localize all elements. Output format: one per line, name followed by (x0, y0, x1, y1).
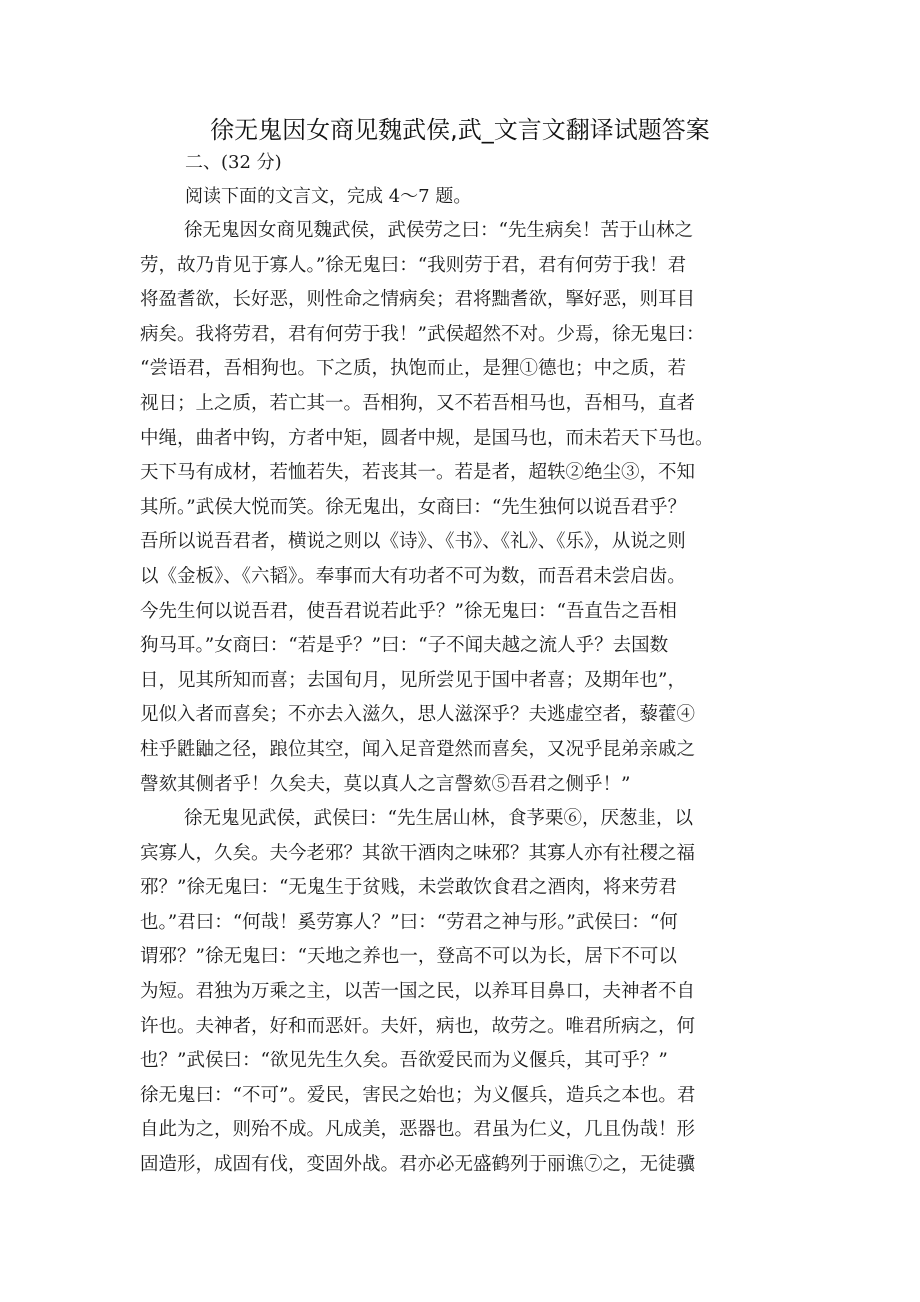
passage-line: 视日；上之质，若亡其一。吾相狗，又不若吾相马也，吾相马，直者 (140, 392, 696, 414)
passage-line: 劳，故乃肯见于寡人。”徐无鬼曰：“我则劳于君，君有何劳于我！君 (140, 254, 687, 276)
passage-line: 吾所以说吾君者，横说之则以《诗》、《书》、《礼》、《乐》，从说之则 (140, 531, 686, 553)
passage-line: 自此为之，则殆不成。凡成美，恶器也。君虽为仁义，几且伪哉！形 (140, 1119, 696, 1141)
passage-line: 邪？”徐无鬼曰：“无鬼生于贫贱，未尝敢饮食君之酒肉，将来劳君 (140, 877, 677, 899)
passage-line: 謦欬其侧者乎！久矣夫，莫以真人之言謦欬⑤吾君之侧乎！” (140, 773, 631, 795)
passage-line: 其所。”武侯大悦而笑。徐无鬼出，女商曰：“先生独何以说吾君乎？ (140, 496, 687, 518)
passage-line: 狗马耳。”女商曰：“若是乎？”曰：“子不闻夫越之流人乎？去国数 (140, 635, 669, 657)
passage-line: 也。”君曰：“何哉！奚劳寡人？”曰：“劳君之神与形。”武侯曰：“何 (140, 911, 678, 933)
passage-line: 为短。君独为万乘之主，以苦一国之民，以养耳目鼻口，夫神者不自 (140, 981, 696, 1003)
passage-line: 病矣。我将劳君，君有何劳于我！”武侯超然不对。少焉，徐无鬼曰： (140, 323, 705, 345)
passage-line: 宾寡人，久矣。夫今老邪？其欲干酒肉之味邪？其寡人亦有社稷之福 (140, 842, 696, 864)
passage-line: 以《金板》、《六韬》。奉事而大有功者不可为数，而吾君未尝启齿。 (140, 565, 686, 587)
passage-line: 柱乎鼪鼬之径，踉位其空，闻入足音跫然而喜矣，又况乎昆弟亲戚之 (140, 738, 696, 760)
passage-line: 徐无鬼见武侯，武侯曰：“先生居山林，食芧栗⑥，厌葱韭，以 (184, 808, 693, 830)
document-title: 徐无鬼因女商见魏武侯,武_文言文翻译试题答案 (210, 116, 710, 144)
passage-line: “尝语君，吾相狗也。下之质，执饱而止，是狸①德也；中之质，若 (140, 358, 686, 380)
passage-line: 将盈耆欲，长好恶，则性命之情病矣；君将黜耆欲，掔好恶，则耳目 (140, 289, 696, 311)
passage-line: 谓邪？”徐无鬼曰：“天地之养也一，登高不可以为长，居下不可以 (140, 946, 677, 968)
passage-line: 见似入者而喜矣；不亦去入滋久，思人滋深乎？夫逃虚空者，藜藿④ (140, 704, 696, 726)
passage-line: 许也。夫神者，好和而恶奸。夫奸，病也，故劳之。唯君所病之，何 (140, 1015, 696, 1037)
section-heading: 二、(32 分) (185, 152, 282, 173)
passage-body (140, 214, 785, 1183)
passage-line: 中绳，曲者中钩，方者中矩，圆者中规，是国马也，而未若天下马也。 (140, 427, 714, 449)
passage-line: 天下马有成材，若恤若失，若丧其一。若是者，超轶②绝尘③，不知 (140, 462, 696, 484)
passage-line: 徐无鬼因女商见魏武侯，武侯劳之曰：“先生病矣！苦于山林之 (184, 220, 693, 241)
passage-line: 徐无鬼曰：“不可”。爱民，害民之始也；为义偃兵，造兵之本也。君 (140, 1084, 696, 1106)
passage-line: 今先生何以说吾君，使吾君说若此乎？”徐无鬼曰：“吾直告之吾相 (140, 600, 677, 622)
passage-line: 也？”武侯曰：“欲见先生久矣。吾欲爱民而为义偃兵，其可乎？” (140, 1050, 668, 1072)
passage-line: 日，见其所知而喜；去国旬月，见所尝见于国中者喜；及期年也”， (140, 669, 686, 691)
passage-line: 固造形，成固有伐，变固外战。君亦必无盛鹤列于丽谯⑦之，无徒骥 (140, 1154, 696, 1176)
instruction-text: 阅读下面的文言文，完成 4～7 题。 (185, 186, 472, 207)
